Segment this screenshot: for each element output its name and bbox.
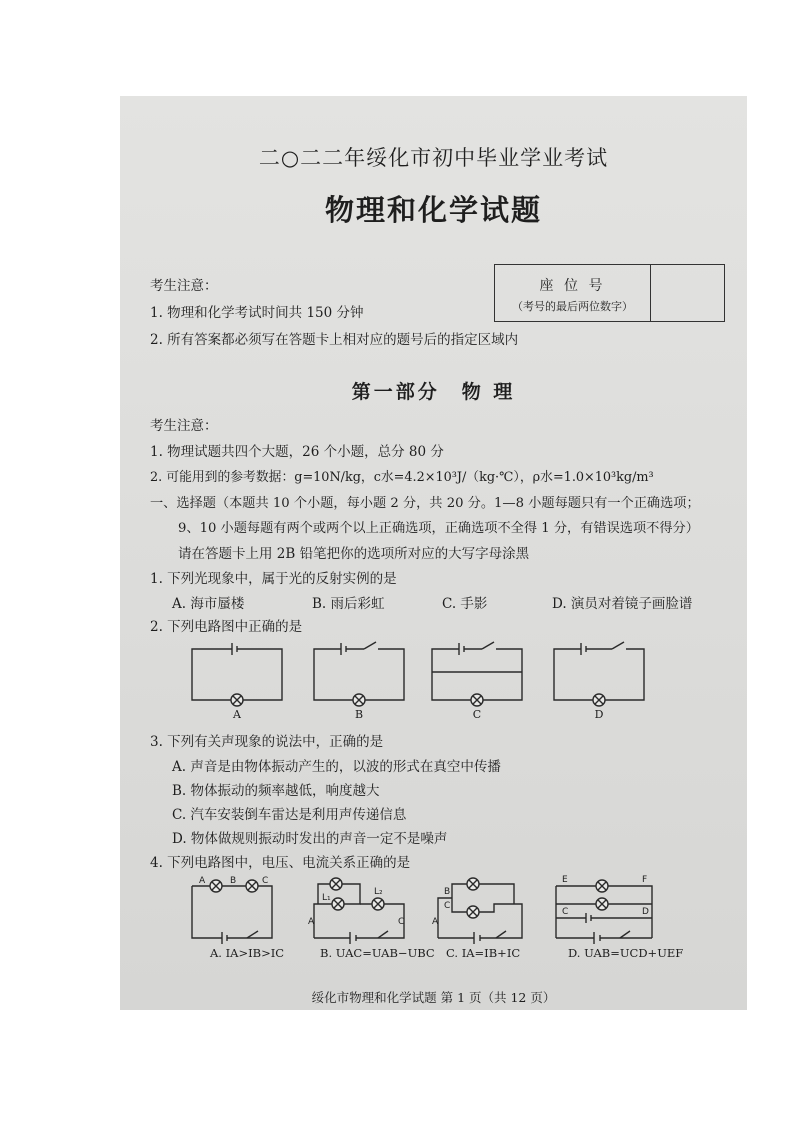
- part-one-line-1: 一、选择题（本题共 10 个小题，每小题 2 分，共 20 分。1—8 小题每题只有一个正确选项；: [150, 496, 700, 511]
- notice-item-1: 1. 物理和化学考试时间共 150 分钟: [150, 305, 364, 321]
- q2-circuit-c: [432, 642, 522, 704]
- svg-text:B: B: [230, 876, 237, 886]
- physics-notice-item-2: 2. 可能用到的参考数据：g=10N/kg，c水=4.2×10³J/（kg·℃），ρ水=1.0×10³kg/m³: [150, 470, 654, 485]
- svg-text:L₂: L₂: [374, 887, 383, 897]
- svg-text:A: A: [199, 876, 206, 886]
- svg-text:C: C: [262, 876, 269, 886]
- q3-option-d: D. 物体做规则振动时发出的声音一定不是噪声: [172, 831, 448, 847]
- q2-label-b: B: [354, 708, 364, 721]
- q4-circuit-b: [308, 876, 408, 942]
- exam-paper: [120, 96, 747, 1010]
- page-footer: 绥化市物理和化学试题 第 1 页（共 12 页）: [311, 990, 556, 1005]
- q1-option-b: B. 雨后彩虹: [312, 596, 385, 612]
- svg-text:D: D: [642, 907, 649, 917]
- svg-text:A: A: [308, 917, 315, 927]
- q2-circuit-a: [192, 642, 282, 704]
- q2-label-a: A: [233, 708, 241, 721]
- svg-text:C: C: [398, 917, 405, 927]
- q4-caption-d: D. UAB=UCD+UEF: [568, 946, 684, 960]
- q1-option-c: C. 手影: [442, 596, 488, 612]
- q4-caption-c: C. IA=IB+IC: [446, 946, 521, 960]
- exam-title: 二○二二年绥化市初中毕业学业考试: [258, 146, 609, 170]
- q3-option-a: A. 声音是由物体振动产生的，以波的形式在真空中传播: [172, 759, 501, 775]
- notice-heading: 考生注意：: [150, 278, 218, 294]
- svg-text:B: B: [444, 887, 451, 897]
- q1-option-d: D. 演员对着镜子画脸谱: [552, 596, 693, 612]
- svg-text:A: A: [432, 917, 439, 927]
- q4-stem: 4. 下列电路图中，电压、电流关系正确的是: [150, 855, 411, 871]
- seat-hint: （考号的最后两位数字）: [512, 300, 633, 313]
- seat-number-box: [494, 264, 725, 322]
- seat-label: 座 位 号: [539, 278, 606, 294]
- svg-text:L₁: L₁: [322, 893, 331, 903]
- q3-option-c: C. 汽车安装倒车雷达是利用声传递信息: [172, 807, 407, 823]
- svg-text:F: F: [642, 875, 648, 885]
- q4-circuit-a: [192, 878, 282, 940]
- part-one-line-3: 请在答题卡上用 2B 铅笔把你的选项所对应的大写字母涂黑: [178, 546, 530, 562]
- q2-stem: 2. 下列电路图中正确的是: [150, 619, 303, 635]
- q4-circuit-c: [432, 874, 532, 942]
- q4-caption-b: B. UAC=UAB−UBC: [320, 946, 435, 960]
- part-one-line-2: 9、10 小题每题有两个或两个以上正确选项，正确选项不全得 1 分，有错误选项不得分）: [178, 521, 699, 536]
- q3-stem: 3. 下列有关声现象的说法中，正确的是: [150, 734, 384, 750]
- section-title: 第一部分 物 理: [351, 381, 516, 403]
- q2-circuit-b: [314, 642, 404, 704]
- q2-circuit-d: [554, 642, 644, 704]
- svg-text:C: C: [562, 907, 569, 917]
- q3-option-b: B. 物体振动的频率越低，响度越大: [172, 783, 380, 799]
- q4-circuit-d: [554, 874, 654, 942]
- svg-text:C: C: [444, 901, 451, 911]
- svg-text:E: E: [562, 875, 568, 885]
- q2-label-c: C: [472, 708, 482, 721]
- notice-item-2: 2. 所有答案都必须写在答题卡上相对应的题号后的指定区域内: [150, 332, 519, 348]
- q4-caption-a: A. IA>IB>IC: [210, 946, 285, 960]
- physics-notice-heading: 考生注意：: [150, 418, 218, 434]
- physics-notice-item-1: 1. 物理试题共四个大题，26 个小题，总分 80 分: [150, 444, 444, 460]
- q1-stem: 1. 下列光现象中，属于光的反射实例的是: [150, 571, 397, 587]
- paper-title: 物理和化学试题: [324, 193, 542, 227]
- seat-label-cell: [495, 265, 651, 321]
- q2-label-d: D: [594, 708, 604, 721]
- q1-option-a: A. 海市蜃楼: [172, 596, 245, 612]
